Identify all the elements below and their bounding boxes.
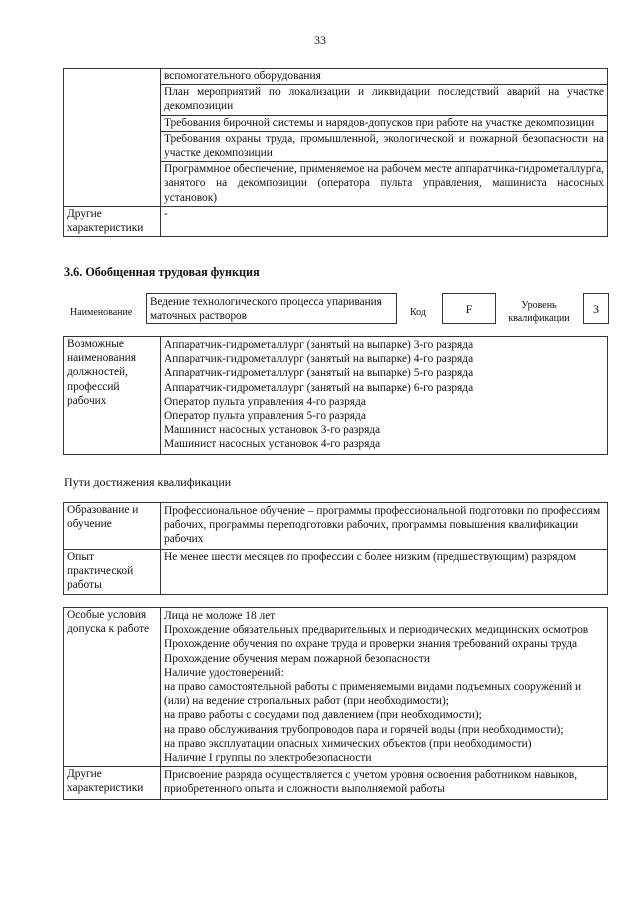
other-text <box>161 767 608 799</box>
condition-item: Прохождение обучения по охране труда и проверки знания требований охраны труда <box>164 638 578 651</box>
positions-table <box>63 336 608 455</box>
cell-text: Требования охраны труда, промышленной, экологической и пожарной безопасности на участке декомпозиции <box>164 132 604 160</box>
condition-item: Наличие I группы по электробезопасности <box>164 752 372 765</box>
cell-label-text: Особые условия допуска к работе <box>67 609 150 636</box>
condition-item: Наличие удостоверений: <box>164 666 284 679</box>
table-cell <box>161 162 608 207</box>
position-item: Аппаратчик-гидрометаллург (занятый на выпарке) 3-го разряда <box>164 339 474 351</box>
table-row <box>64 767 608 799</box>
level-value-box <box>583 293 609 324</box>
cell-text: План мероприятий по локализации и ликвидации последствий аварий на участке декомпозиции <box>164 86 604 113</box>
table-row <box>64 608 608 767</box>
table-cell <box>161 206 608 236</box>
position-item: Машинист насосных установок 3-го разряда <box>164 424 381 437</box>
positions-label <box>64 337 161 455</box>
cell-text: Не менее шести месяцев по профессии с более низким (предшествующим) разрядом <box>164 550 577 563</box>
table-cell <box>161 115 608 131</box>
positions-list <box>161 337 608 455</box>
experience-label <box>64 549 161 595</box>
conditions-label <box>64 608 161 767</box>
pathways-title: Пути достижения квалификации <box>64 475 232 489</box>
condition-item: на право работы с сосудами под давлением (при необходимости); <box>164 709 482 722</box>
condition-item: на право обслуживания трубопроводов пара и горячей воды (при необходимости); <box>164 723 564 736</box>
position-item: Аппаратчик-гидрометаллург (занятый на выпарке) 5-го разряда <box>164 367 474 380</box>
name-value-box <box>146 293 397 324</box>
cell-label-text: Другие характеристики <box>67 768 144 795</box>
education-label <box>64 503 161 550</box>
code-label: Код <box>410 307 426 318</box>
pathways-table <box>63 502 608 595</box>
position-item: Машинист насосных установок 4-го разряда <box>164 438 381 451</box>
name-value: Ведение технологического процесса упаривания маточных растворов <box>150 296 382 322</box>
table-row <box>64 549 608 595</box>
cell-text: Требования бирочной системы и нарядов-допусков при работе на участке декомпозиции <box>164 116 595 129</box>
page-number: 33 <box>314 33 326 47</box>
position-item: Аппаратчик-гидрометаллург (занятый на выпарке) 6-го разряда <box>164 381 474 394</box>
condition-item: на право эксплуатации опасных химических объектов (при необходимости) <box>164 737 532 750</box>
cell-label-text: Возможные наименования должностей, профессий рабочих <box>67 338 137 407</box>
knowledge-table <box>63 68 608 237</box>
position-item: Оператор пульта управления 4-го разряда <box>164 395 366 408</box>
table-row <box>64 503 608 550</box>
cell-text: вспомогательного оборудования <box>164 70 321 82</box>
name-label: Наименование <box>70 307 133 318</box>
cell-text: Программное обеспечение, применяемое на рабочем месте аппаратчика-гидрометаллурга, занятого на декомпозиции (оператора пульта управления, машиниста насосных установок) <box>164 163 604 204</box>
table-cell-label <box>64 69 161 207</box>
level-label: Уровень квалификации <box>508 300 570 324</box>
conditions-list <box>161 608 608 767</box>
table-row <box>64 337 608 455</box>
cell-text: Профессиональное обучение – программы профессиональной подготовки по профессиям рабочих, программы переподготовки рабочих, программы повышения квалификации рабочих <box>164 505 601 546</box>
condition-item: на право самостоятельной работы с применяемыми видами подъемных сооружений и (или) на ведение стропальных работ (при необходимости); <box>164 681 582 708</box>
cell-text: Присвоение разряда осуществляется с учетом уровня освоения работником навыков, приобретенного опыта и сложности выполняемой работы <box>164 769 578 796</box>
code-value-box <box>442 293 496 324</box>
table-cell-label <box>64 206 161 236</box>
table-cell <box>161 85 608 115</box>
table-row <box>64 206 608 236</box>
position-item: Аппаратчик-гидрометаллург (занятый на выпарке) 4-го разряда <box>164 353 474 366</box>
cell-label-text: Опыт практической работы <box>67 550 134 592</box>
table-cell <box>161 69 608 85</box>
code-value: F <box>465 302 473 316</box>
cell-text: - <box>164 207 168 220</box>
conditions-table <box>63 607 608 800</box>
cell-label-text: Другие характеристики <box>67 207 144 235</box>
experience-text <box>161 549 608 595</box>
education-text <box>161 503 608 550</box>
cell-label-text: Образование и обучение <box>67 504 139 531</box>
level-value: 3 <box>593 302 599 316</box>
condition-item: Прохождение обучения мерам пожарной безопасности <box>164 652 430 665</box>
condition-item: Прохождение обязательных предварительных и периодических медицинских осмотров <box>164 624 589 637</box>
condition-item: Лица не моложе 18 лет <box>164 610 276 622</box>
position-item: Оператор пульта управления 5-го разряда <box>164 410 366 423</box>
table-row <box>64 69 608 85</box>
other-label <box>64 767 161 799</box>
section-title: 3.6. Обобщенная трудовая функция <box>64 265 260 279</box>
table-cell <box>161 131 608 161</box>
